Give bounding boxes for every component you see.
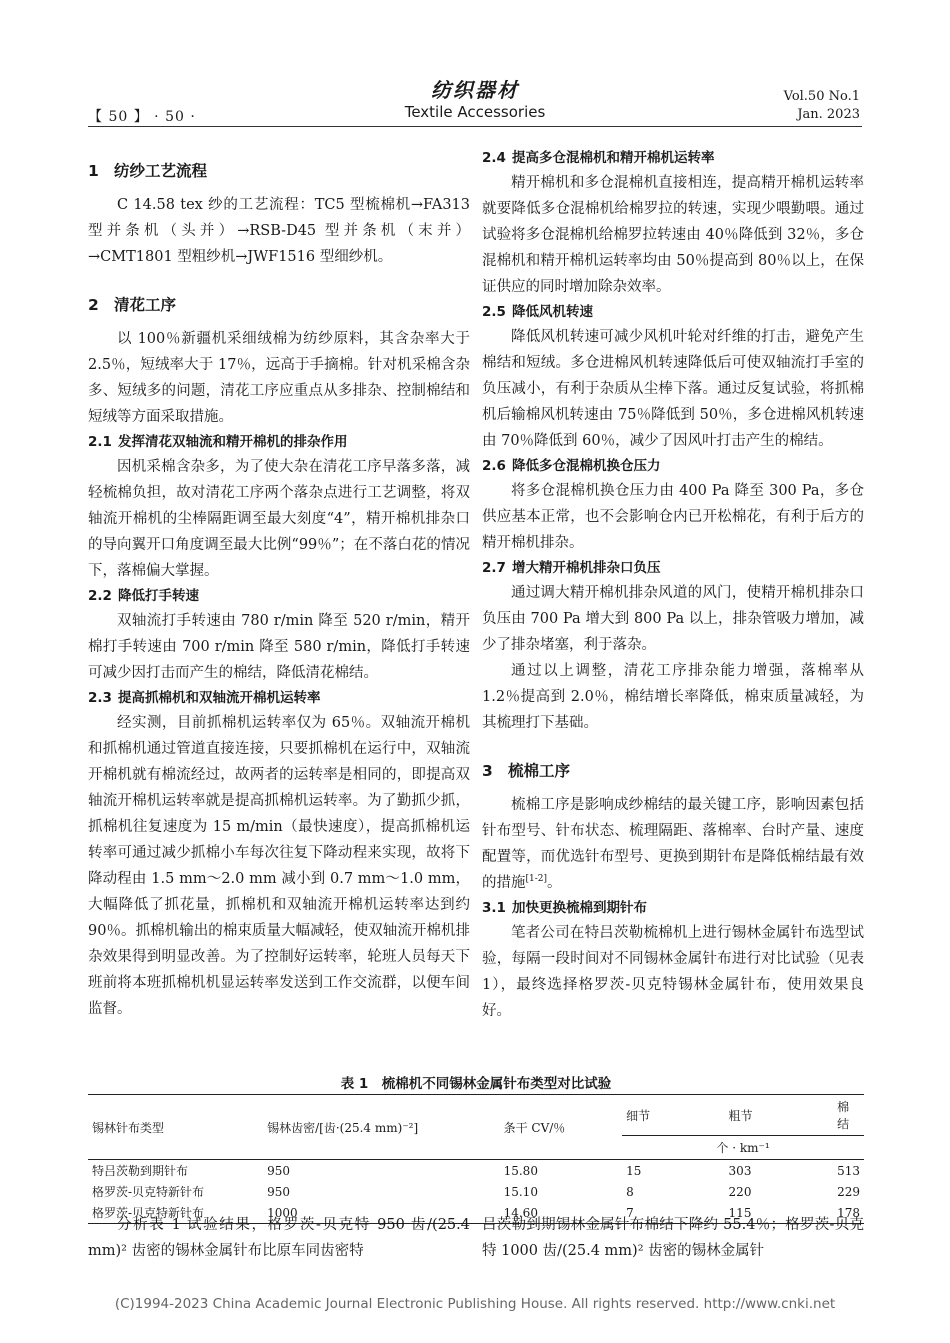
bottom-left-text <box>88 1212 470 1264</box>
citation[interactable]: [1-2] <box>525 874 548 885</box>
subsection-heading: 3.1 加快更换梳棉到期针布 <box>482 900 647 916</box>
paragraph: 将多仓混棉机换仓压力由 400 Pa 降至 300 Pa，多仓供应基本正常，也不会影响仓内已开松棉花，有利于后方的精开棉机排杂。 <box>482 483 864 551</box>
col-header-type: 锡林针布类型 <box>88 1095 263 1160</box>
page-number: 【 50 】 · 50 · <box>88 109 196 125</box>
issue-date: Jan. 2023 <box>797 107 860 122</box>
header-divider <box>88 126 862 127</box>
section-heading: 1 纺纱工艺流程 <box>88 162 208 180</box>
table-row: 格罗茨-贝克特新针布 1000 14.60 7 115 178 <box>88 1202 864 1224</box>
paragraph: 分析表 1 试验结果，格罗茨-贝克特 950 齿/(25.4 mm)² 齿密的锡林金属针布比原车同齿密特 <box>88 1217 470 1259</box>
table-row: 格罗茨-贝克特新针布 950 15.10 8 220 229 <box>92 1184 860 1199</box>
bottom-right-text <box>482 1212 864 1264</box>
section-heading: 2 清花工序 <box>88 296 177 314</box>
paragraph: 以 100％新疆机采细绒棉为纺纱原料，其含杂率大于 2.5％，短绒率大于 17％，远高于手摘棉。针对机采棉含杂多、短绒多的问题，清花工序应重点从多排杂、控制棉结和短绒等方面采取措施。 <box>88 331 470 425</box>
paragraph: 梳棉工序是影响成纱棉结的最关键工序，影响因素包括针布型号、针布状态、梳理隔距、落棉率、台时产量、速度配置等，而优选针布型号、更换到期针布是降低棉结最有效的措施[1-2]。 <box>482 797 864 891</box>
volume-number: Vol.50 No.1 <box>783 89 860 104</box>
journal-name-en: Textile Accessories <box>404 103 546 121</box>
subsection-heading: 2.1 发挥清花双轴流和精开棉机的排杂作用 <box>88 434 348 450</box>
subsection-heading: 2.6 降低多仓混棉机换仓压力 <box>482 458 661 474</box>
paragraph: 精开棉机和多仓混棉机直接相连，提高精开棉机运转率就要降低多仓混棉机给棉罗拉的转速，实现少喂勤喂。通过试验将多仓混棉机给棉罗拉转速由 40％降低到 32％，多仓混棉机和精开棉机运转率均由 50％提高到 80％以上，在保证供应的同时增加除杂效率。 <box>482 175 864 295</box>
paragraph: 因机采棉含杂多，为了使大杂在清花工序早落多落，减轻梳棉负担，故对清花工序两个落杂点进行工艺调整，将双轴流开棉机的尘棒隔距调至最大刻度“4”，精开棉机排杂口的导向翼开口角度调至最大比例“99％”；在不落白花的情况下，落棉偏大掌握。 <box>88 459 470 579</box>
unit-header: 个 · km⁻¹ <box>622 1136 864 1160</box>
subsection-heading: 2.2 降低打手转速 <box>88 588 199 604</box>
table-row: 特吕茨勒到期针布 950 15.80 15 303 513 <box>88 1160 864 1182</box>
subsection-heading: 2.7 增大精开棉机排杂口负压 <box>482 560 661 576</box>
right-column <box>482 146 864 1024</box>
paragraph: 双轴流打手转速由 780 r/min 降至 520 r/min，精开棉打手转速由 700 r/min 降至 580 r/min，降低打手转速可减少因打击而产生的棉结，降低清花棉结。 <box>88 613 470 681</box>
col-header-neps: 棉结 <box>833 1095 864 1136</box>
section-heading: 3 梳棉工序 <box>482 762 571 780</box>
left-column <box>88 148 470 1022</box>
issue-info <box>784 88 860 124</box>
paragraph: 吕茨勒到期锡林金属针布棉结下降约 55.4％；格罗茨-贝克特 1000 齿/(25.4 mm)² 齿密的锡林金属针 <box>482 1217 864 1259</box>
comparison-table <box>88 1094 864 1224</box>
journal-masthead <box>300 74 650 121</box>
col-header-thick: 粗节 <box>725 1095 834 1136</box>
journal-name-cn: 纺织器材 <box>431 78 519 102</box>
copyright-footer: (C)1994-2023 China Academic Journal Electronic Publishing House. All rights reserved. http://www.cnki.net <box>114 1296 836 1312</box>
table-caption: 表 1 梳棉机不同锡林金属针布类型对比试验 <box>340 1076 612 1092</box>
col-header-thin: 细节 <box>622 1095 724 1136</box>
paragraph: 通过调大精开棉机排杂风道的风门，使精开棉机排杂口负压由 700 Pa 增大到 800 Pa 以上，排杂管吸力增加，减少了排杂堵塞，利于落杂。 <box>482 585 864 653</box>
paragraph: 笔者公司在特吕茨勒梳棉机上进行锡林金属针布选型试验，每隔一段时间对不同锡林金属针布进行对比试验（见表 1），最终选择格罗茨-贝克特锡林金属针布，使用效果良好。 <box>482 925 864 1019</box>
paragraph: 经实测，目前抓棉机运转率仅为 65％。双轴流开棉机和抓棉机通过管道直接连接，只要抓棉机在运行中，双轴流开棉机就有棉流经过，故两者的运转率是相同的，即提高双轴流开棉机运转率就是提高抓棉机运转率。为了勤抓少抓，抓棉机往复速度为 15 m/min（最快速度），提高抓棉机运转率可通过减少抓棉小车每次往复下降动程来实现，故将下降动程由 1.5 mm～2.0 mm 减小到 0.7 mm～1.0 mm，大幅降低了抓花量，抓棉机和双轴流开棉机运转率达到约 90％。抓棉机输出的棉束质量大幅减轻，使双轴流开棉机排杂效果得到明显改善。为了控制好运转率，轮班人员每天下班前将本班抓棉机机显运转率发送到工作交流群，以便车间监督。 <box>88 715 470 1017</box>
subsection-heading: 2.3 提高抓棉机和双轴流开棉机运转率 <box>88 690 321 706</box>
paragraph: 通过以上调整，清花工序排杂能力增强，落棉率从 1.2％提高到 2.0％，棉结增长率降低，棉束质量减轻，为其梳理打下基础。 <box>482 663 864 731</box>
paragraph: 降低风机转速可减少风机叶轮对纤维的打击，避免产生棉结和短绒。多仓进棉风机转速降低后可使双轴流打手室的负压减小，有利于杂质从尘棒下落。通过反复试验，将抓棉机后输棉风机转速由 75％降低到 50％，多仓进棉风机转速由 70％降低到 60％，减少了因风叶打击产生的棉结。 <box>482 329 864 449</box>
col-header-density: 锡林齿密/[齿·(25.4 mm)⁻²] <box>263 1095 499 1160</box>
subsection-heading: 2.4 提高多仓混棉机和精开棉机运转率 <box>482 150 715 166</box>
col-header-cv: 条干 CV/％ <box>500 1095 622 1160</box>
subsection-heading: 2.5 降低风机转速 <box>482 304 593 320</box>
paragraph: C 14.58 tex 纱的工艺流程：TC5 型梳棉机→FA313 型并条机（头并）→RSB-D45 型并条机（末并）→CMT1801 型粗纱机→JWF1516 型细纱机。 <box>88 197 470 265</box>
